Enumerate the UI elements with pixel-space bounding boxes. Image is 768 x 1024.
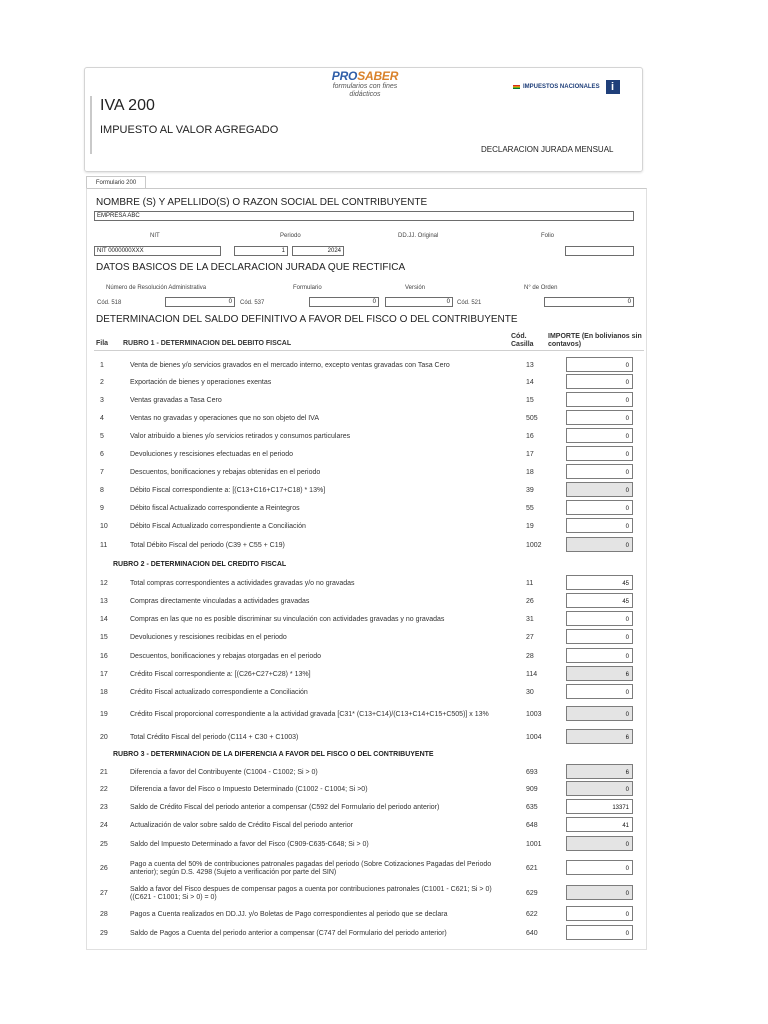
cod521-field[interactable]: 0 xyxy=(544,297,634,307)
row-fila-number: 26 xyxy=(100,865,108,872)
row-casilla-code: 1003 xyxy=(526,711,542,718)
row-casilla-code: 28 xyxy=(526,653,534,660)
row-importe-field[interactable]: 0 xyxy=(566,464,633,479)
row-importe-field[interactable]: 0 xyxy=(566,410,633,425)
row-importe-field[interactable]: 0 xyxy=(566,611,633,626)
nit-label: NIT xyxy=(150,233,160,239)
row-importe-field: 6 xyxy=(566,764,633,779)
row-description: Total Débito Fiscal del periodo (C39 + C55 + C19) xyxy=(130,542,285,549)
row-importe-field[interactable]: 0 xyxy=(566,860,633,875)
row-description: Venta de bienes y/o servicios gravados en el mercado interno, excepto ventas gravadas con Tasa Cero xyxy=(130,362,450,369)
row-fila-number: 22 xyxy=(100,786,108,793)
row-fila-number: 28 xyxy=(100,911,108,918)
version-field[interactable]: 0 xyxy=(385,297,453,307)
row-casilla-code: 1004 xyxy=(526,734,542,741)
resolucion-label: Número de Resolución Administrativa xyxy=(106,285,207,291)
row-description: Devoluciones y rescisiones recibidas en el periodo xyxy=(130,634,287,641)
header-rule xyxy=(94,350,644,351)
row-casilla-code: 55 xyxy=(526,505,534,512)
row-casilla-code: 27 xyxy=(526,634,534,641)
row-casilla-code: 635 xyxy=(526,804,538,811)
row-importe-field[interactable]: 0 xyxy=(566,374,633,389)
row-importe-field[interactable]: 0 xyxy=(566,906,633,921)
row-importe-field: 6 xyxy=(566,666,633,681)
row-description: Total Crédito Fiscal del periodo (C114 + C30 + C1003) xyxy=(130,734,299,741)
row-description: Descuentos, bonificaciones y rebajas otorgadas en el periodo xyxy=(130,653,322,660)
row-casilla-code: 629 xyxy=(526,890,538,897)
row-casilla-code: 693 xyxy=(526,769,538,776)
row-description: Crédito Fiscal proporcional correspondiente a la actividad gravada [C31* (C13+C14)/(C13+C14+C15+C505)] x 13% xyxy=(130,711,489,718)
row-importe-field: 6 xyxy=(566,729,633,744)
row-casilla-code: 13 xyxy=(526,362,534,369)
row-importe-field: 0 xyxy=(566,706,633,721)
row-description: Total compras correspondientes a actividades gravadas y/o no gravadas xyxy=(130,580,355,587)
row-importe-field: 0 xyxy=(566,537,633,552)
row-casilla-code: 505 xyxy=(526,415,538,422)
brand-tagline-1: formularios con fines xyxy=(332,83,398,90)
row-importe-field[interactable]: 0 xyxy=(566,446,633,461)
row-importe-field[interactable]: 0 xyxy=(566,518,633,533)
row-casilla-code: 15 xyxy=(526,397,534,404)
row-fila-number: 4 xyxy=(100,415,104,422)
row-fila-number: 7 xyxy=(100,469,104,476)
nit-field[interactable]: NIT 0000000XXX xyxy=(94,246,221,256)
orden-label: N° de Orden xyxy=(524,285,558,291)
row-casilla-code: 11 xyxy=(526,580,534,587)
row-fila-number: 8 xyxy=(100,487,104,494)
col-cod-header-2: Casilla xyxy=(511,341,534,348)
row-fila-number: 13 xyxy=(100,598,108,605)
row-importe-field[interactable]: 0 xyxy=(566,629,633,644)
row-casilla-code: 16 xyxy=(526,433,534,440)
row-description: Débito Fiscal correspondiente a: [(C13+C16+C17+C18) * 13%] xyxy=(130,487,326,494)
row-fila-number: 18 xyxy=(100,689,108,696)
rubro3-title: RUBRO 3 - DETERMINACION DE LA DIFERENCIA A FAVOR DEL FISCO O DEL CONTRIBUYENTE xyxy=(113,751,434,758)
cod518-label: Cód. 518 xyxy=(97,300,122,306)
row-importe-field: 0 xyxy=(566,781,633,796)
row-description: Crédito Fiscal actualizado correspondiente a Conciliación xyxy=(130,689,308,696)
row-importe-field[interactable]: 0 xyxy=(566,684,633,699)
declaration-type: DECLARACION JURADA MENSUAL xyxy=(481,145,614,154)
cod521-label: Cód. 521 xyxy=(457,300,482,306)
row-fila-number: 5 xyxy=(100,433,104,440)
row-casilla-code: 622 xyxy=(526,911,538,918)
col-importe-header-2: contavos) xyxy=(548,341,582,348)
row-importe-field: 0 xyxy=(566,482,633,497)
row-fila-number: 21 xyxy=(100,769,108,776)
row-importe-field[interactable]: 45 xyxy=(566,593,633,608)
row-importe-field[interactable]: 0 xyxy=(566,648,633,663)
row-description: Ventas gravadas a Tasa Cero xyxy=(130,397,222,404)
row-fila-number: 11 xyxy=(100,542,108,549)
row-casilla-code: 26 xyxy=(526,598,534,605)
row-description: Pago a cuenta del 50% de contribuciones patronales pagadas del periodo (Sobre Cotizaciones Pagadas del Periodo anterior); según D.S. 4298 (Sujeto a verificación por parte del SIN) xyxy=(130,861,492,876)
version-label: Versión xyxy=(405,285,426,291)
row-casilla-code: 640 xyxy=(526,930,538,937)
row-casilla-code: 30 xyxy=(526,689,534,696)
row-fila-number: 6 xyxy=(100,451,104,458)
row-casilla-code: 114 xyxy=(526,671,538,678)
header-divider xyxy=(90,96,92,154)
row-casilla-code: 18 xyxy=(526,469,534,476)
folio-field[interactable] xyxy=(565,246,634,256)
ddjj-original-label: DD.JJ. Original xyxy=(398,233,439,239)
row-fila-number: 27 xyxy=(100,890,108,897)
row-casilla-code: 909 xyxy=(526,786,538,793)
impuestos-nacionales-logo xyxy=(513,80,620,94)
row-fila-number: 1 xyxy=(100,362,104,369)
row-fila-number: 25 xyxy=(100,841,108,848)
form-subtitle: IMPUESTO AL VALOR AGREGADO xyxy=(100,124,279,136)
row-description: Diferencia a favor del Contribuyente (C1004 - C1002; Si > 0) xyxy=(130,769,318,776)
row-description: Saldo del Impuesto Determinado a favor del Fisco (C909-C635-C648; Si > 0) xyxy=(130,841,369,848)
form-title: IVA 200 xyxy=(100,97,155,114)
brand-tagline-2: didácticos xyxy=(349,91,381,98)
row-description: Saldo de Pagos a Cuenta del periodo anterior a compensar (C747 del Formulario del periodo anterior) xyxy=(130,930,447,937)
row-importe-field[interactable]: 41 xyxy=(566,817,633,832)
col-importe-header-1: IMPORTE (En bolivianos sin xyxy=(548,333,642,340)
row-fila-number: 29 xyxy=(100,930,108,937)
row-description: Pagos a Cuenta realizados en DD.JJ. y/o Boletas de Pago correspondientes al periodo que se declara xyxy=(130,911,448,918)
rectifica-section-title: DATOS BASICOS DE LA DECLARACION JURADA QUE RECTIFICA xyxy=(96,262,406,273)
row-casilla-code: 19 xyxy=(526,523,534,530)
cod518-field[interactable]: 0 xyxy=(165,297,235,307)
tab-formulario-200[interactable]: Formulario 200 xyxy=(86,176,146,189)
authority-name: IMPUESTOS NACIONALES xyxy=(523,84,600,90)
periodo-label: Periodo xyxy=(280,233,301,239)
row-importe-field[interactable]: 45 xyxy=(566,575,633,590)
row-fila-number: 15 xyxy=(100,634,108,641)
row-importe-field: 0 xyxy=(566,836,633,851)
bolivia-flag-icon xyxy=(513,85,520,89)
rubro2-title: RUBRO 2 - DETERMINACION DEL CREDITO FISCAL xyxy=(113,561,287,568)
row-description: Exportación de bienes y operaciones exentas xyxy=(130,379,272,386)
cod537-label: Cód. 537 xyxy=(240,300,265,306)
row-casilla-code: 1001 xyxy=(526,841,542,848)
row-importe-field[interactable]: 0 xyxy=(566,357,633,372)
row-description: Ventas no gravadas y operaciones que no son objeto del IVA xyxy=(130,415,320,422)
period-year-field[interactable]: 2024 xyxy=(292,246,344,256)
row-fila-number: 9 xyxy=(100,505,104,512)
in-logo-icon: i xyxy=(606,80,620,94)
row-casilla-code: 621 xyxy=(526,865,538,872)
row-description: Valor atribuido a bienes y/o servicios retirados y consumos particulares xyxy=(130,433,351,440)
row-description: Crédito Fiscal correspondiente a: [(C26+C27+C28) * 13%] xyxy=(130,671,311,678)
row-description: Débito fiscal Actualizado correspondiente a Reintegros xyxy=(130,505,300,512)
period-month-field[interactable]: 1 xyxy=(234,246,288,256)
row-fila-number: 16 xyxy=(100,653,108,660)
taxpayer-section-title: NOMBRE (S) Y APELLIDO(S) O RAZON SOCIAL DEL CONTRIBUYENTE xyxy=(96,197,428,208)
row-description: Devoluciones y rescisiones efectuadas en el periodo xyxy=(130,451,294,458)
row-importe-field[interactable]: 0 xyxy=(566,925,633,940)
formulario-label: Formulario xyxy=(293,285,322,291)
row-casilla-code: 39 xyxy=(526,487,534,494)
row-description: Saldo a favor del Fisco despues de compensar pagos a cuenta por contribuciones patronales (C1001 - C621; Si > 0)((C621 - C1001; Si > 0) = 0) xyxy=(130,886,492,901)
row-fila-number: 23 xyxy=(100,804,108,811)
row-fila-number: 10 xyxy=(100,523,108,530)
row-importe-field[interactable]: 0 xyxy=(566,428,633,443)
row-casilla-code: 14 xyxy=(526,379,534,386)
cod537-field[interactable]: 0 xyxy=(309,297,379,307)
row-fila-number: 14 xyxy=(100,616,108,623)
row-casilla-code: 1002 xyxy=(526,542,542,549)
row-description: Actualización de valor sobre saldo de Crédito Fiscal del periodo anterior xyxy=(130,822,353,829)
row-description: Diferencia a favor del Fisco o Impuesto Determinado (C1002 - C1004; Si >0) xyxy=(130,786,368,793)
determination-section-title: DETERMINACION DEL SALDO DEFINITIVO A FAVOR DEL FISCO O DEL CONTRIBUYENTE xyxy=(96,314,518,325)
row-description: Compras en las que no es posible discriminar su vinculación con actividades gravadas y no gravadas xyxy=(130,616,445,623)
row-fila-number: 3 xyxy=(100,397,104,404)
row-casilla-code: 31 xyxy=(526,616,534,623)
row-fila-number: 2 xyxy=(100,379,104,386)
row-fila-number: 19 xyxy=(100,711,108,718)
row-description: Saldo de Crédito Fiscal del periodo anterior a compensar (C592 del Formulario del periodo anterior) xyxy=(130,804,440,811)
rubro1-title: RUBRO 1 - DETERMINACION DEL DEBITO FISCAL xyxy=(123,340,292,347)
col-cod-header-1: Cód. xyxy=(511,333,527,340)
row-fila-number: 17 xyxy=(100,671,108,678)
row-description: Débito Fiscal Actualizado correspondiente a Conciliación xyxy=(130,523,306,530)
row-importe-field[interactable]: 0 xyxy=(566,392,633,407)
row-casilla-code: 648 xyxy=(526,822,538,829)
prosaber-logo: PROSABER formularios con fines didácticos xyxy=(320,69,410,99)
row-importe-field[interactable]: 13371 xyxy=(566,799,633,814)
row-fila-number: 20 xyxy=(100,734,108,741)
folio-label: Folio xyxy=(541,233,555,239)
row-description: Descuentos, bonificaciones y rebajas obtenidas en el periodo xyxy=(130,469,321,476)
taxpayer-name-field[interactable]: EMPRESA ABC xyxy=(94,211,634,221)
row-importe-field: 0 xyxy=(566,885,633,900)
row-importe-field[interactable]: 0 xyxy=(566,500,633,515)
row-description: Compras directamente vinculadas a actividades gravadas xyxy=(130,598,310,605)
row-casilla-code: 17 xyxy=(526,451,534,458)
col-fila-header: Fila xyxy=(96,340,109,347)
row-fila-number: 24 xyxy=(100,822,108,829)
row-fila-number: 12 xyxy=(100,580,108,587)
